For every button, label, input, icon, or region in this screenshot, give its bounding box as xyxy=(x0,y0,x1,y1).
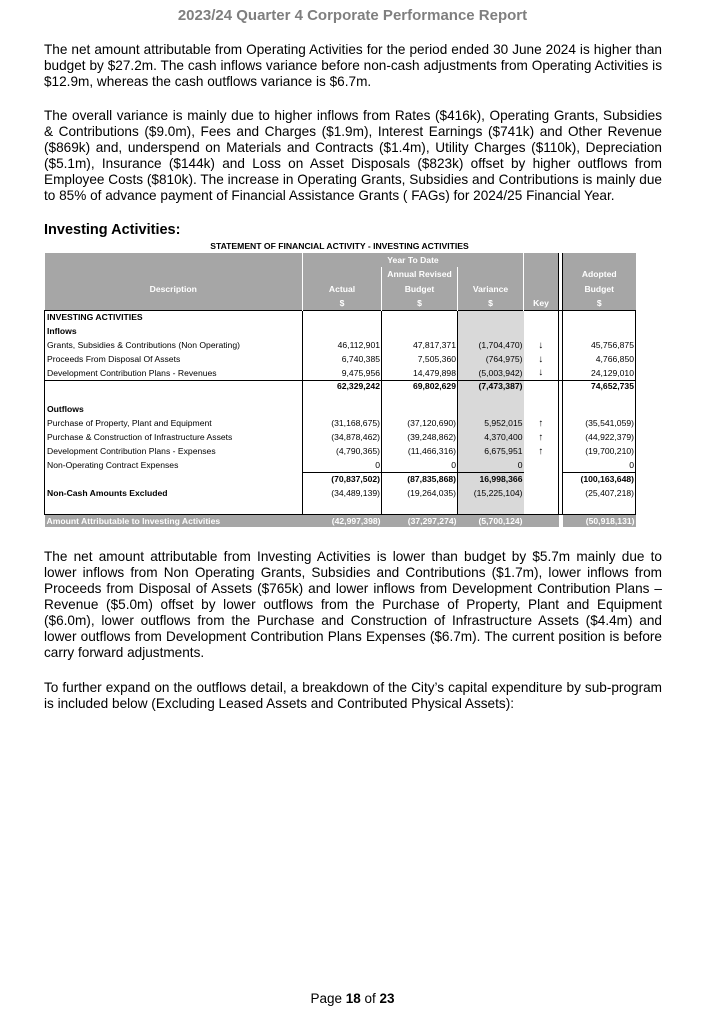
adopted-budget-header: Budget xyxy=(563,281,636,296)
row-actual: (4,790,365) xyxy=(303,444,382,458)
row-budget: 14,479,898 xyxy=(382,366,458,380)
table-row xyxy=(45,416,636,430)
arrow-down-icon: ↓ xyxy=(538,367,544,379)
actual-header: Actual xyxy=(303,281,382,296)
arrow-down-icon: ↓ xyxy=(538,339,544,351)
row-actual: 46,112,901 xyxy=(303,338,382,352)
page-number: 18 xyxy=(345,991,361,1006)
arrow-down-icon: ↓ xyxy=(538,353,544,365)
row-variance: 6,675,951 xyxy=(458,444,524,458)
operating-activities-summary: The net amount attributable from Operating Activities for the period ended 30 June 2024 is higher than budget by $27.2m. The cash inflows variance before non-cash adjustments from Operating Activities is $12.9m, whereas the cash outflows variance is $6.7m. xyxy=(44,42,662,89)
report-header: 2023/24 Quarter 4 Corporate Performance Report xyxy=(177,7,528,24)
row-budget: (37,120,690) xyxy=(382,416,458,430)
row-actual: 0 xyxy=(303,458,382,472)
capital-expenditure-intro: To further expand on the outflows detail, a breakdown of the City’s capital expenditure by sub-program is included below (Excluding Leased Assets and Contributed Physical Assets): xyxy=(44,680,662,711)
row-budget: 47,817,371 xyxy=(382,338,458,352)
row-description: Development Contribution Plans - Revenues xyxy=(45,366,303,380)
table-title: STATEMENT OF FINANCIAL ACTIVITY - INVESTING ACTIVITIES xyxy=(210,241,469,251)
table-row xyxy=(45,458,636,472)
row-variance: 0 xyxy=(458,458,524,472)
row-variance: (1,704,470) xyxy=(458,338,524,352)
row-actual: (31,168,675) xyxy=(303,416,382,430)
page-total: 23 xyxy=(379,991,395,1006)
row-variance: (5,003,942) xyxy=(458,366,524,380)
investing-activities-table xyxy=(44,253,636,527)
operating-variance-explanation: The overall variance is mainly due to higher inflows from Rates ($416k), Operating Grants, Subsidies & Contributions ($9.0m), Fees and Charges ($1.9m), Interest Earnings ($741k) and Other Revenue ($869k) and, underspend on Materials and Contracts ($1.4m), Utility Charges ($110k), Depreciation ($5.1m), Insurance ($144k) and Loss on Asset Disposals ($823k) offset by higher outflows from Employee Costs ($810k). The increase in Operating Grants, Subsidies and Contributions is mainly due to 85% of advance payment of Financial Assistance Grants ( FAGs) for 2024/25 Financial Year. xyxy=(44,108,662,203)
section-title-investing: Investing Activities: xyxy=(44,222,181,238)
ytd-header: Year To Date xyxy=(303,253,524,267)
row-description: Non-Operating Contract Expenses xyxy=(45,458,303,472)
key-header: Key xyxy=(524,296,559,310)
row-budget: 7,505,360 xyxy=(382,352,458,366)
row-budget: (39,248,862) xyxy=(382,430,458,444)
investing-activities-summary: The net amount attributable from Investing Activities is lower than budget by $5.7m mainly due to lower inflows from Non Operating Grants, Subsidies and Contributions ($1.7m), lower inflows from Proceeds from Disposal of Assets ($765k) and lower inflows from Development Contribution Plans – Revenue ($5.0m) offset by lower outflows from the Purchase of Property, Plant and Equipment ($6.0m), lower outflows from the Purchase and Construction of Infrastructure Assets ($4.4m) and lower outflows from Development Contribution Plans Expenses ($6.7m). The current position is before carry forward adjustments. xyxy=(44,549,662,660)
row-actual: (34,878,462) xyxy=(303,430,382,444)
arrow-up-icon: ↑ xyxy=(538,417,544,429)
page-footer: Page 18 of 23 xyxy=(310,991,395,1006)
adopted-header: Adopted xyxy=(563,267,636,281)
row-variance: (764,975) xyxy=(458,352,524,366)
section-label: INVESTING ACTIVITIES xyxy=(45,310,303,324)
currency-label: $ xyxy=(303,296,382,310)
row-actual: 9,475,956 xyxy=(303,366,382,380)
description-header: Description xyxy=(45,281,303,296)
currency-label: $ xyxy=(382,296,458,310)
non-cash-row: Non-Cash Amounts Excluded (34,489,139) (19,264,035) (15,225,104) (25,407,218) xyxy=(45,486,636,500)
variance-header: Variance xyxy=(458,281,524,296)
row-description: Proceeds From Disposal Of Assets xyxy=(45,352,303,366)
inflows-total-row: 62,329,242 69,802,629 (7,473,387) 74,652,735 xyxy=(45,380,636,402)
row-adopted: 0 xyxy=(563,458,636,472)
outflows-total-row: (70,837,502) (87,835,868) 16,998,366 (100,163,648) xyxy=(45,472,636,486)
table-header-row xyxy=(45,253,636,267)
currency-label: $ xyxy=(563,296,636,310)
table-row xyxy=(45,366,636,380)
row-adopted: 45,756,875 xyxy=(563,338,636,352)
table-row xyxy=(45,430,636,444)
outflows-label: Outflows xyxy=(45,402,303,416)
row-description: Grants, Subsidies & Contributions (Non Operating) xyxy=(45,338,303,352)
row-variance: 5,952,015 xyxy=(458,416,524,430)
row-adopted: (44,922,379) xyxy=(563,430,636,444)
annual-revised-header: Annual Revised xyxy=(382,267,458,281)
row-adopted: (35,541,059) xyxy=(563,416,636,430)
row-adopted: (19,700,210) xyxy=(563,444,636,458)
row-variance: 4,370,400 xyxy=(458,430,524,444)
budget-header: Budget xyxy=(382,281,458,296)
row-description: Purchase of Property, Plant and Equipment xyxy=(45,416,303,430)
row-adopted: 4,766,850 xyxy=(563,352,636,366)
table-row xyxy=(45,338,636,352)
currency-label: $ xyxy=(458,296,524,310)
row-adopted: 24,129,010 xyxy=(563,366,636,380)
row-description: Development Contribution Plans - Expenses xyxy=(45,444,303,458)
arrow-up-icon: ↑ xyxy=(538,431,544,443)
table-row xyxy=(45,352,636,366)
row-actual: 6,740,385 xyxy=(303,352,382,366)
row-description: Purchase & Construction of Infrastructure Assets xyxy=(45,430,303,444)
inflows-label: Inflows xyxy=(45,324,303,338)
table-row xyxy=(45,444,636,458)
row-budget: 0 xyxy=(382,458,458,472)
row-budget: (11,466,316) xyxy=(382,444,458,458)
amount-attributable-row: Amount Attributable to Investing Activities (42,997,398) (37,297,274) (5,700,124) (50,918,131) xyxy=(46,515,635,526)
arrow-up-icon: ↑ xyxy=(538,445,544,457)
